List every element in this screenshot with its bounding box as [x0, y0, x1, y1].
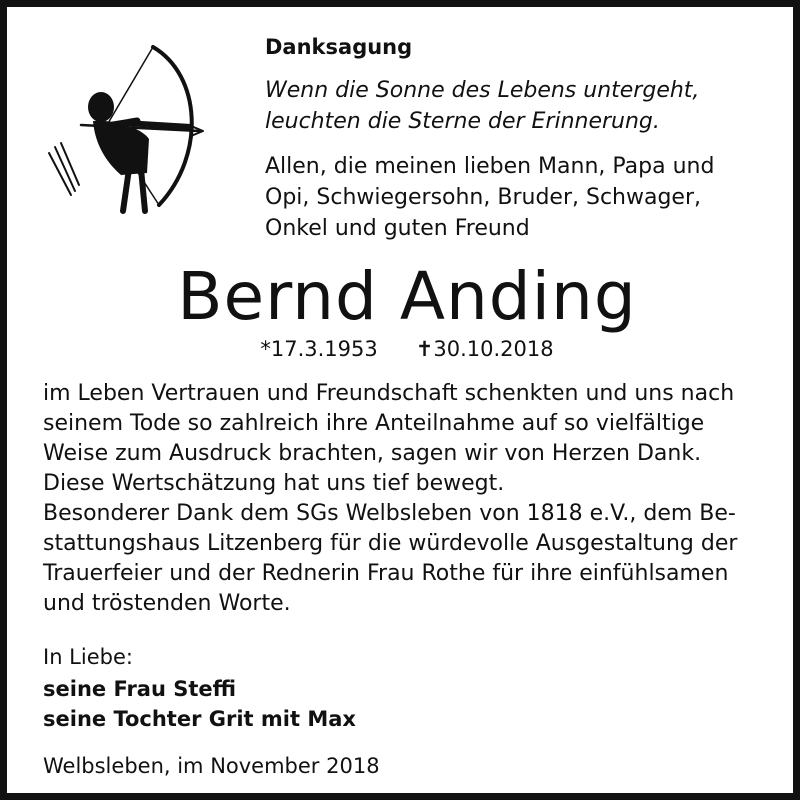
body-line: Besonderer Dank dem SGs Welbsleben von 1818 e.V., dem Be- [43, 501, 736, 526]
intro-text [265, 151, 714, 244]
closing-phrase: In Liebe: [43, 645, 133, 669]
notice-heading: Danksagung [265, 35, 413, 59]
motto-quote [265, 75, 699, 137]
motto-line: leuchten die Sterne der Erinnerung. [265, 109, 660, 134]
archer-icon [41, 35, 211, 215]
motto-line: Wenn die Sonne des Lebens untergeht, [265, 78, 700, 103]
body-line: im Leben Vertrauen und Freundschaft schenkten und uns nach [43, 381, 735, 406]
signers [43, 674, 356, 734]
death-date: ✝30.10.2018 [415, 337, 554, 361]
body-line: Trauerfeier und der Rednerin Frau Rothe für ihre einfühlsamen [43, 561, 729, 586]
body-line: stattungshaus Litzenberg für die würdevolle Ausgestaltung der [43, 531, 738, 556]
intro-line: Onkel und guten Freund [265, 216, 530, 241]
signer-line: seine Frau Steffi [43, 677, 237, 701]
body-line: Diese Wertschätzung hat uns tief bewegt. [43, 471, 505, 496]
signer-line: seine Tochter Grit mit Max [43, 707, 356, 731]
body-line: seinem Tode so zahlreich ihre Anteilnahme auf so vielfältige [43, 411, 705, 436]
body-line: und tröstenden Worte. [43, 591, 291, 616]
thanks-body [43, 379, 773, 619]
place-and-date: Welbsleben, im November 2018 [43, 754, 380, 778]
birth-date: *17.3.1953 [260, 337, 378, 361]
body-line: Weise zum Ausdruck brachten, sagen wir von Herzen Dank. [43, 441, 702, 466]
intro-line: Allen, die meinen lieben Mann, Papa und [265, 154, 715, 179]
deceased-name: Bernd Anding [177, 258, 637, 335]
life-dates [7, 337, 800, 361]
intro-line: Opi, Schwiegersohn, Bruder, Schwager, [265, 185, 701, 210]
